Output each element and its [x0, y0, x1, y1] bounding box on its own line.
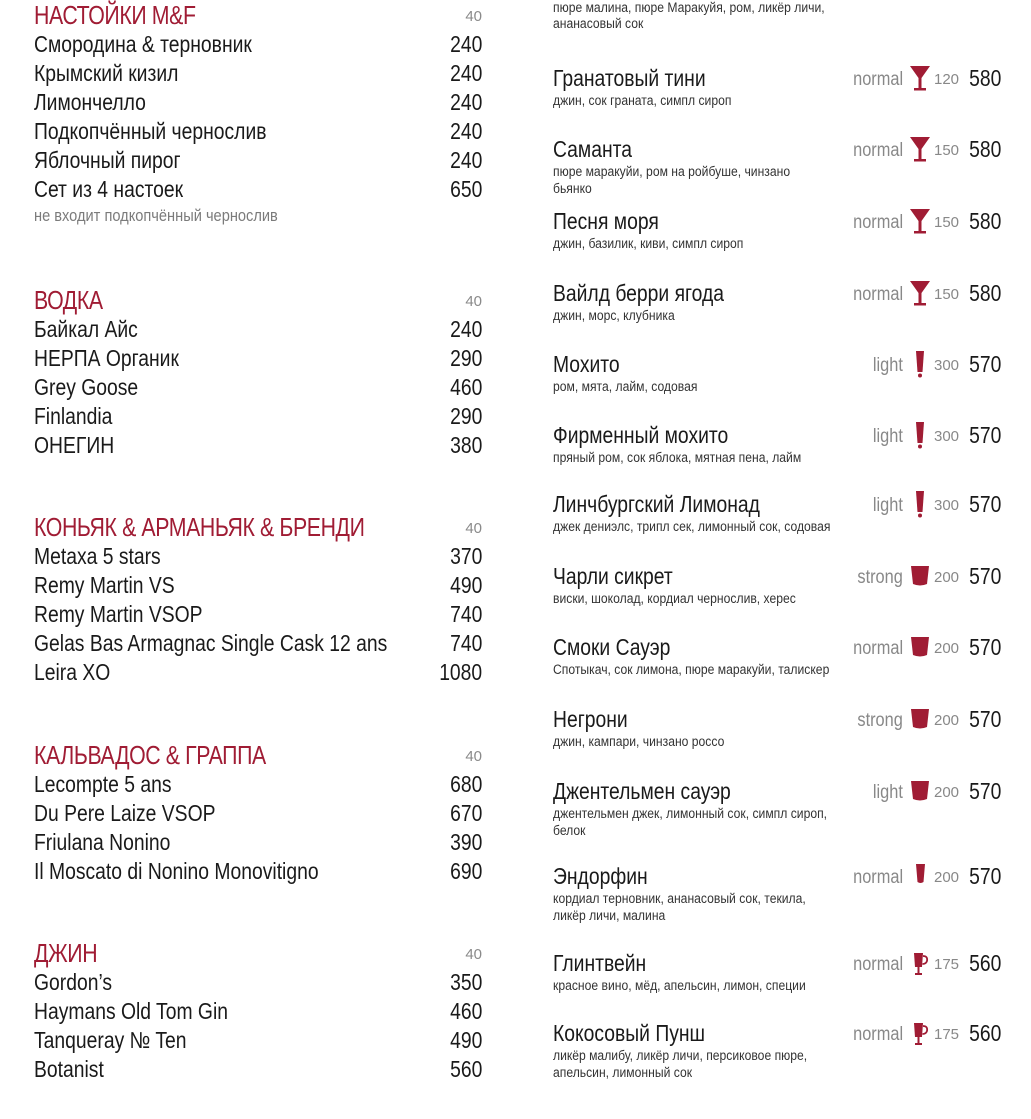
cocktail-description: джин, сок граната, симпл сироп — [553, 93, 732, 108]
cocktail-name: Мохито — [553, 351, 620, 377]
cocktail-price: 570 — [968, 863, 1001, 889]
item-name: Il Moscato di Nonino Monovitigno — [34, 858, 319, 884]
section-cognac — [34, 512, 482, 687]
section-title: НАСТОЙКИ M&F — [34, 0, 196, 30]
item-name: Haymans Old Tom Gin — [34, 998, 228, 1024]
cocktail-price: 570 — [968, 422, 1001, 448]
item-price: 650 — [449, 176, 482, 202]
cocktail-description: пюре маракуйи, ром на ройбуше, чинзано бьянко — [553, 164, 791, 196]
cocktail-price: 570 — [968, 778, 1001, 804]
item-name: Botanist — [34, 1056, 104, 1082]
menu-item — [34, 402, 482, 431]
cocktail-description: виски, шоколад, кордиал чернослив, херес — [553, 591, 796, 606]
cocktail-volume: 175 — [934, 956, 960, 973]
cocktail-price: 560 — [968, 1020, 1001, 1046]
cocktail-volume: 120 — [934, 71, 960, 88]
continued-description: пюре малина, пюре Маракуйя, ром, ликёр личи, ананасовый сок — [553, 0, 825, 31]
highball-glass-icon — [908, 421, 932, 449]
cocktail-description: джин, морс, клубника — [553, 308, 675, 323]
cocktail-volume: 200 — [934, 569, 960, 586]
cocktail-strength: normal — [853, 212, 903, 233]
cocktail-description: ром, мята, лайм, содовая — [553, 379, 698, 394]
section-title: ДЖИН — [34, 938, 98, 968]
mug-icon — [908, 949, 932, 977]
cocktail-strength: light — [873, 426, 903, 447]
cocktail-price: 560 — [968, 950, 1001, 976]
item-price: 1080 — [439, 659, 482, 685]
item-price: 740 — [449, 630, 482, 656]
menu-item — [34, 88, 482, 117]
cocktail-strength: normal — [853, 867, 903, 888]
cocktail-strength: normal — [853, 284, 903, 305]
highball-glass-icon — [908, 350, 932, 378]
cocktail-volume: 200 — [934, 640, 960, 657]
item-name: Gelas Bas Armagnac Single Cask 12 ans — [34, 630, 388, 656]
section-nastoiki — [34, 0, 482, 226]
item-name: Remy Martin VS — [34, 572, 175, 598]
menu-item — [34, 1026, 482, 1055]
cocktail-strength: normal — [853, 69, 903, 90]
menu-item — [34, 997, 482, 1026]
cocktail-volume: 200 — [934, 712, 960, 729]
item-name: Metaxa 5 stars — [34, 543, 161, 569]
section-gin — [34, 938, 482, 1084]
cocktail-description: красное вино, мёд, апельсин, лимон, специи — [553, 978, 806, 993]
rocks-glass-icon — [908, 705, 932, 733]
section-volume: 40 — [465, 8, 482, 25]
item-name: Смородина & терновник — [34, 31, 252, 57]
cocktail-description: джентельмен джек, лимонный сок, симпл сироп, белок — [553, 806, 828, 838]
section-volume: 40 — [465, 748, 482, 765]
menu-item — [34, 59, 482, 88]
item-price: 240 — [449, 316, 482, 342]
cocktail-volume: 300 — [934, 428, 960, 445]
section-volume: 40 — [465, 293, 482, 310]
cocktail-strength: light — [873, 782, 903, 803]
cocktail-strength: normal — [853, 954, 903, 975]
cocktail-name: Саманта — [553, 136, 632, 162]
item-price: 240 — [449, 89, 482, 115]
item-price: 350 — [449, 969, 482, 995]
item-price: 240 — [449, 31, 482, 57]
menu-item — [34, 770, 482, 799]
item-name: Gordon’s — [34, 969, 113, 995]
tall-glass-icon — [908, 862, 932, 890]
cocktail-name: Негрони — [553, 706, 628, 732]
menu-item — [34, 629, 482, 658]
menu-item — [34, 1055, 482, 1084]
cocktail-price: 580 — [968, 65, 1001, 91]
item-price: 380 — [449, 432, 482, 458]
highball-glass-icon — [908, 490, 932, 518]
mug-icon — [908, 1019, 932, 1047]
section-title: ВОДКА — [34, 285, 103, 315]
menu-item — [34, 600, 482, 629]
menu-item — [34, 373, 482, 402]
item-name: Remy Martin VSOP — [34, 601, 203, 627]
section-header — [34, 938, 482, 968]
item-name: НЕРПА Органик — [34, 345, 179, 371]
cocktail-volume: 200 — [934, 784, 960, 801]
item-price: 670 — [449, 800, 482, 826]
cocktail-name: Эндорфин — [553, 863, 648, 889]
cocktail-volume: 150 — [934, 286, 960, 303]
section-header — [34, 0, 482, 30]
item-name: Tanqueray № Ten — [34, 1027, 187, 1053]
cocktail-name: Фирменный мохито — [553, 422, 729, 448]
item-name: ОНЕГИН — [34, 432, 115, 458]
cocktail-price: 570 — [968, 706, 1001, 732]
cocktail-volume: 300 — [934, 497, 960, 514]
menu-item — [34, 571, 482, 600]
item-price: 490 — [449, 1027, 482, 1053]
cocktail-volume: 300 — [934, 357, 960, 374]
menu-item — [34, 175, 482, 204]
item-price: 460 — [449, 374, 482, 400]
martini-glass-icon — [908, 135, 932, 163]
cocktail-volume: 200 — [934, 869, 960, 886]
cocktail-name: Глинтвейн — [553, 950, 647, 976]
rocks-glass-icon — [908, 633, 932, 661]
cocktail-description: джин, кампари, чинзано россо — [553, 734, 725, 749]
item-price: 290 — [449, 345, 482, 371]
section-header — [34, 285, 482, 315]
section-volume: 40 — [465, 520, 482, 537]
item-price: 240 — [449, 147, 482, 173]
section-note: не входит подкопчённый чернослив — [34, 206, 278, 225]
cocktail-volume: 175 — [934, 1026, 960, 1043]
item-name: Байкал Айс — [34, 316, 138, 342]
martini-glass-icon — [908, 207, 932, 235]
cocktail-description: Спотыкач, сок лимона, пюре маракуйи, талискер — [553, 662, 830, 677]
item-name: Lecompte 5 ans — [34, 771, 172, 797]
cocktail-strength: light — [873, 355, 903, 376]
item-price: 680 — [449, 771, 482, 797]
item-price: 240 — [449, 118, 482, 144]
cocktail-price: 570 — [968, 491, 1001, 517]
menu-item — [34, 828, 482, 857]
item-name: Сет из 4 настоек — [34, 176, 184, 202]
section-header — [34, 512, 482, 542]
cocktail-strength: normal — [853, 140, 903, 161]
section-vodka — [34, 285, 482, 460]
item-name: Яблочный пирог — [34, 147, 181, 173]
cocktail-description: кордиал терновник, ананасовый сок, текила, ликёр личи, малина — [553, 891, 806, 923]
item-name: Finlandia — [34, 403, 113, 429]
item-price: 240 — [449, 60, 482, 86]
cocktail-description: ликёр малибу, ликёр личи, персиковое пюре, апельсин, лимонный сок — [553, 1048, 808, 1080]
section-title: КАЛЬВАДОС & ГРАППА — [34, 740, 266, 770]
cocktail-price: 580 — [968, 136, 1001, 162]
cocktail-description: джек дениэлс, трипл сек, лимонный сок, содовая — [553, 519, 831, 534]
item-price: 390 — [449, 829, 482, 855]
menu-item — [34, 658, 482, 687]
menu-item — [34, 968, 482, 997]
menu-item — [34, 146, 482, 175]
cocktail-strength: normal — [853, 1024, 903, 1045]
cocktail-name: Гранатовый тини — [553, 65, 706, 91]
menu-item — [34, 117, 482, 146]
cocktail-price: 570 — [968, 563, 1001, 589]
cocktail-price: 580 — [968, 280, 1001, 306]
section-volume: 40 — [465, 946, 482, 963]
cocktail-name: Джентельмен сауэр — [553, 778, 731, 804]
cocktail-price: 570 — [968, 634, 1001, 660]
menu-item — [34, 344, 482, 373]
item-price: 560 — [449, 1056, 482, 1082]
cocktail-price: 570 — [968, 351, 1001, 377]
martini-glass-icon — [908, 64, 932, 92]
cocktail-name: Чарли сикрет — [553, 563, 673, 589]
cocktail-price: 580 — [968, 208, 1001, 234]
martini-glass-icon — [908, 279, 932, 307]
item-price: 690 — [449, 858, 482, 884]
section-header — [34, 740, 482, 770]
item-price: 490 — [449, 572, 482, 598]
item-price: 370 — [449, 543, 482, 569]
cocktail-name: Кокосовый Пунш — [553, 1020, 706, 1046]
cocktail-name: Смоки Сауэр — [553, 634, 671, 660]
cocktail-volume: 150 — [934, 214, 960, 231]
item-name: Du Pere Laize VSOP — [34, 800, 216, 826]
cocktail-strength: normal — [853, 638, 903, 659]
cocktail-volume: 150 — [934, 142, 960, 159]
cocktail-strength: light — [873, 495, 903, 516]
cocktail-strength: strong — [857, 710, 903, 731]
item-price: 460 — [449, 998, 482, 1024]
section-title: КОНЬЯК & АРМАНЬЯК & БРЕНДИ — [34, 512, 365, 542]
menu-item — [34, 315, 482, 344]
item-price: 740 — [449, 601, 482, 627]
cocktail-name: Линчбургский Лимонад — [553, 491, 760, 517]
menu-item — [34, 857, 482, 886]
cocktail-name: Песня моря — [553, 208, 659, 234]
rocks-glass-icon — [908, 777, 932, 805]
menu-item — [34, 799, 482, 828]
section-calvados — [34, 740, 482, 886]
menu-item — [34, 542, 482, 571]
cocktail-name: Вайлд берри ягода — [553, 280, 725, 306]
rocks-glass-icon — [908, 562, 932, 590]
menu-item — [34, 30, 482, 59]
item-name: Grey Goose — [34, 374, 139, 400]
menu-item — [34, 431, 482, 460]
item-name: Friulana Nonino — [34, 829, 171, 855]
cocktail-description: джин, базилик, киви, симпл сироп — [553, 236, 744, 251]
item-name: Leira XO — [34, 659, 111, 685]
item-name: Подкопчённый чернослив — [34, 118, 267, 144]
item-name: Крымский кизил — [34, 60, 179, 86]
item-name: Лимончелло — [34, 89, 146, 115]
item-price: 290 — [449, 403, 482, 429]
cocktail-strength: strong — [857, 567, 903, 588]
cocktail-description: пряный ром, сок яблока, мятная пена, лайм — [553, 450, 802, 465]
